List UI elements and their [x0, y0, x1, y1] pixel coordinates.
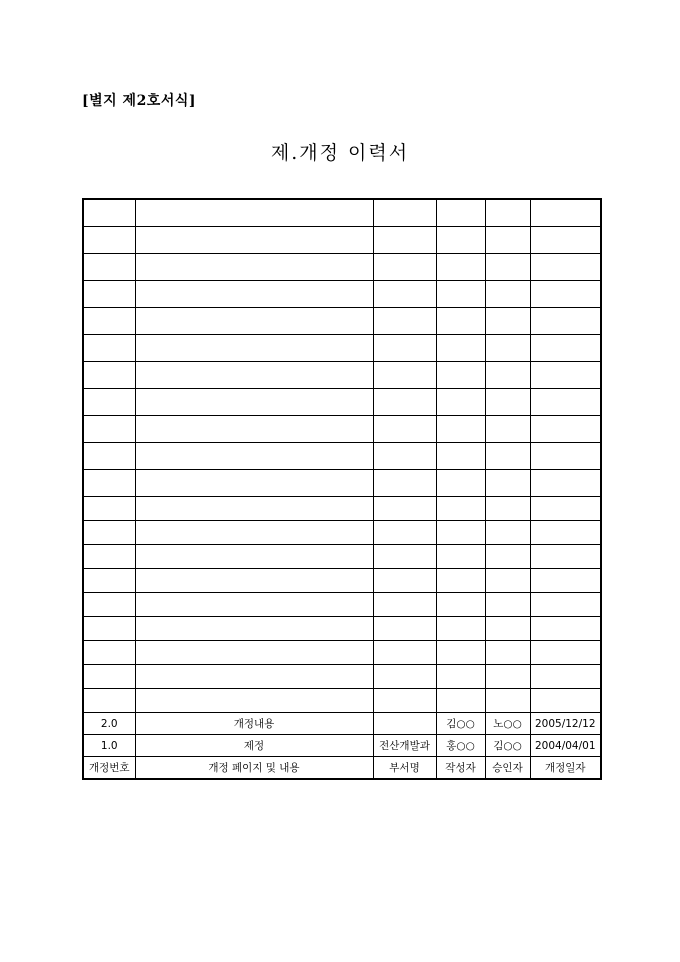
header-department: 부서명: [373, 757, 436, 780]
blank-cell: [485, 617, 530, 641]
blank-cell: [135, 689, 373, 713]
blank-cell: [436, 665, 485, 689]
blank-row: [83, 199, 601, 227]
blank-cell: [436, 308, 485, 335]
blank-cell: [135, 545, 373, 569]
blank-cell: [530, 521, 601, 545]
blank-cell: [530, 617, 601, 641]
blank-cell: [373, 308, 436, 335]
blank-cell: [135, 389, 373, 416]
blank-cell: [373, 641, 436, 665]
blank-cell: [530, 416, 601, 443]
blank-cell: [530, 689, 601, 713]
blank-cell: [485, 689, 530, 713]
blank-cell: [83, 470, 135, 497]
blank-cell: [485, 227, 530, 254]
blank-cell: [530, 335, 601, 362]
blank-row: [83, 545, 601, 569]
blank-cell: [83, 281, 135, 308]
blank-row: [83, 335, 601, 362]
blank-cell: [436, 443, 485, 470]
blank-cell: [373, 665, 436, 689]
blank-row: [83, 281, 601, 308]
blank-row: [83, 641, 601, 665]
blank-cell: [83, 521, 135, 545]
blank-cell: [530, 199, 601, 227]
blank-cell: [436, 199, 485, 227]
blank-row: [83, 362, 601, 389]
blank-cell: [530, 308, 601, 335]
blank-cell: [530, 362, 601, 389]
blank-row: [83, 470, 601, 497]
blank-cell: [436, 470, 485, 497]
content-cell: 개정내용: [135, 713, 373, 735]
blank-cell: [135, 569, 373, 593]
blank-cell: [373, 416, 436, 443]
blank-cell: [373, 199, 436, 227]
blank-cell: [135, 308, 373, 335]
blank-cell: [485, 497, 530, 521]
blank-cell: [436, 227, 485, 254]
header-content: 개정 페이지 및 내용: [135, 757, 373, 780]
blank-cell: [83, 641, 135, 665]
blank-row: [83, 443, 601, 470]
blank-cell: [373, 689, 436, 713]
blank-cell: [436, 617, 485, 641]
blank-cell: [373, 470, 436, 497]
blank-cell: [530, 470, 601, 497]
blank-row: [83, 617, 601, 641]
blank-cell: [373, 335, 436, 362]
blank-cell: [485, 545, 530, 569]
revision-history-table: [82, 198, 602, 780]
blank-cell: [485, 335, 530, 362]
blank-cell: [135, 665, 373, 689]
blank-cell: [135, 362, 373, 389]
header-author: 작성자: [436, 757, 485, 780]
blank-cell: [83, 199, 135, 227]
blank-row: [83, 593, 601, 617]
blank-cell: [485, 389, 530, 416]
blank-cell: [135, 617, 373, 641]
version-cell: 2.0: [83, 713, 135, 735]
revision-row: [83, 735, 601, 757]
blank-cell: [530, 254, 601, 281]
table-header-row: [83, 757, 601, 780]
blank-cell: [373, 593, 436, 617]
blank-cell: [436, 569, 485, 593]
blank-cell: [436, 497, 485, 521]
blank-cell: [83, 416, 135, 443]
blank-cell: [83, 362, 135, 389]
blank-cell: [485, 470, 530, 497]
blank-row: [83, 308, 601, 335]
content-cell: 제정: [135, 735, 373, 757]
date-cell: 2005/12/12: [530, 713, 601, 735]
header-approver: 승인자: [485, 757, 530, 780]
header-date: 개정일자: [530, 757, 601, 780]
blank-cell: [436, 593, 485, 617]
blank-cell: [135, 227, 373, 254]
author-cell: 김○○: [436, 713, 485, 735]
blank-cell: [485, 254, 530, 281]
blank-row: [83, 227, 601, 254]
author-cell: 홍○○: [436, 735, 485, 757]
blank-cell: [530, 641, 601, 665]
blank-cell: [135, 199, 373, 227]
blank-cell: [373, 569, 436, 593]
blank-cell: [530, 227, 601, 254]
blank-cell: [83, 593, 135, 617]
blank-cell: [373, 227, 436, 254]
blank-cell: [436, 545, 485, 569]
blank-cell: [373, 617, 436, 641]
blank-cell: [530, 497, 601, 521]
blank-cell: [373, 497, 436, 521]
blank-cell: [485, 416, 530, 443]
blank-cell: [83, 308, 135, 335]
blank-cell: [135, 416, 373, 443]
blank-cell: [135, 335, 373, 362]
blank-cell: [485, 569, 530, 593]
blank-cell: [373, 443, 436, 470]
blank-cell: [530, 569, 601, 593]
form-number-label: [별지 제2호서식]: [82, 93, 197, 109]
date-cell: 2004/04/01: [530, 735, 601, 757]
blank-row: [83, 665, 601, 689]
blank-cell: [485, 281, 530, 308]
blank-cell: [436, 254, 485, 281]
blank-cell: [436, 416, 485, 443]
department-cell: 전산개발과: [373, 735, 436, 757]
blank-cell: [135, 641, 373, 665]
blank-cell: [373, 362, 436, 389]
blank-cell: [485, 641, 530, 665]
blank-cell: [530, 545, 601, 569]
blank-cell: [83, 335, 135, 362]
version-cell: 1.0: [83, 735, 135, 757]
blank-cell: [530, 389, 601, 416]
blank-cell: [83, 617, 135, 641]
department-cell: [373, 713, 436, 735]
blank-cell: [83, 569, 135, 593]
blank-cell: [530, 665, 601, 689]
blank-row: [83, 689, 601, 713]
blank-cell: [83, 689, 135, 713]
blank-cell: [530, 443, 601, 470]
blank-cell: [373, 254, 436, 281]
blank-cell: [485, 593, 530, 617]
blank-cell: [135, 470, 373, 497]
approver-cell: 김○○: [485, 735, 530, 757]
blank-cell: [135, 497, 373, 521]
blank-cell: [135, 443, 373, 470]
blank-cell: [485, 308, 530, 335]
blank-cell: [83, 545, 135, 569]
blank-cell: [83, 665, 135, 689]
blank-row: [83, 416, 601, 443]
header-version: 개정번호: [83, 757, 135, 780]
blank-row: [83, 569, 601, 593]
blank-cell: [135, 593, 373, 617]
blank-cell: [436, 689, 485, 713]
blank-cell: [530, 593, 601, 617]
blank-cell: [436, 362, 485, 389]
blank-cell: [373, 545, 436, 569]
blank-cell: [373, 389, 436, 416]
blank-cell: [485, 443, 530, 470]
revision-row: [83, 713, 601, 735]
blank-cell: [83, 497, 135, 521]
blank-row: [83, 497, 601, 521]
blank-cell: [135, 281, 373, 308]
blank-cell: [436, 389, 485, 416]
page-title: 제.개정 이력서: [270, 142, 410, 164]
blank-cell: [485, 362, 530, 389]
blank-cell: [135, 521, 373, 545]
blank-row: [83, 521, 601, 545]
blank-cell: [83, 227, 135, 254]
blank-cell: [485, 665, 530, 689]
blank-row: [83, 389, 601, 416]
blank-cell: [83, 443, 135, 470]
blank-cell: [373, 281, 436, 308]
blank-cell: [373, 521, 436, 545]
approver-cell: 노○○: [485, 713, 530, 735]
blank-cell: [436, 641, 485, 665]
blank-cell: [83, 254, 135, 281]
blank-cell: [485, 521, 530, 545]
blank-cell: [83, 389, 135, 416]
blank-cell: [485, 199, 530, 227]
blank-cell: [436, 521, 485, 545]
blank-cell: [436, 335, 485, 362]
blank-cell: [530, 281, 601, 308]
revision-history-body: [83, 199, 601, 779]
blank-cell: [436, 281, 485, 308]
blank-row: [83, 254, 601, 281]
blank-cell: [135, 254, 373, 281]
